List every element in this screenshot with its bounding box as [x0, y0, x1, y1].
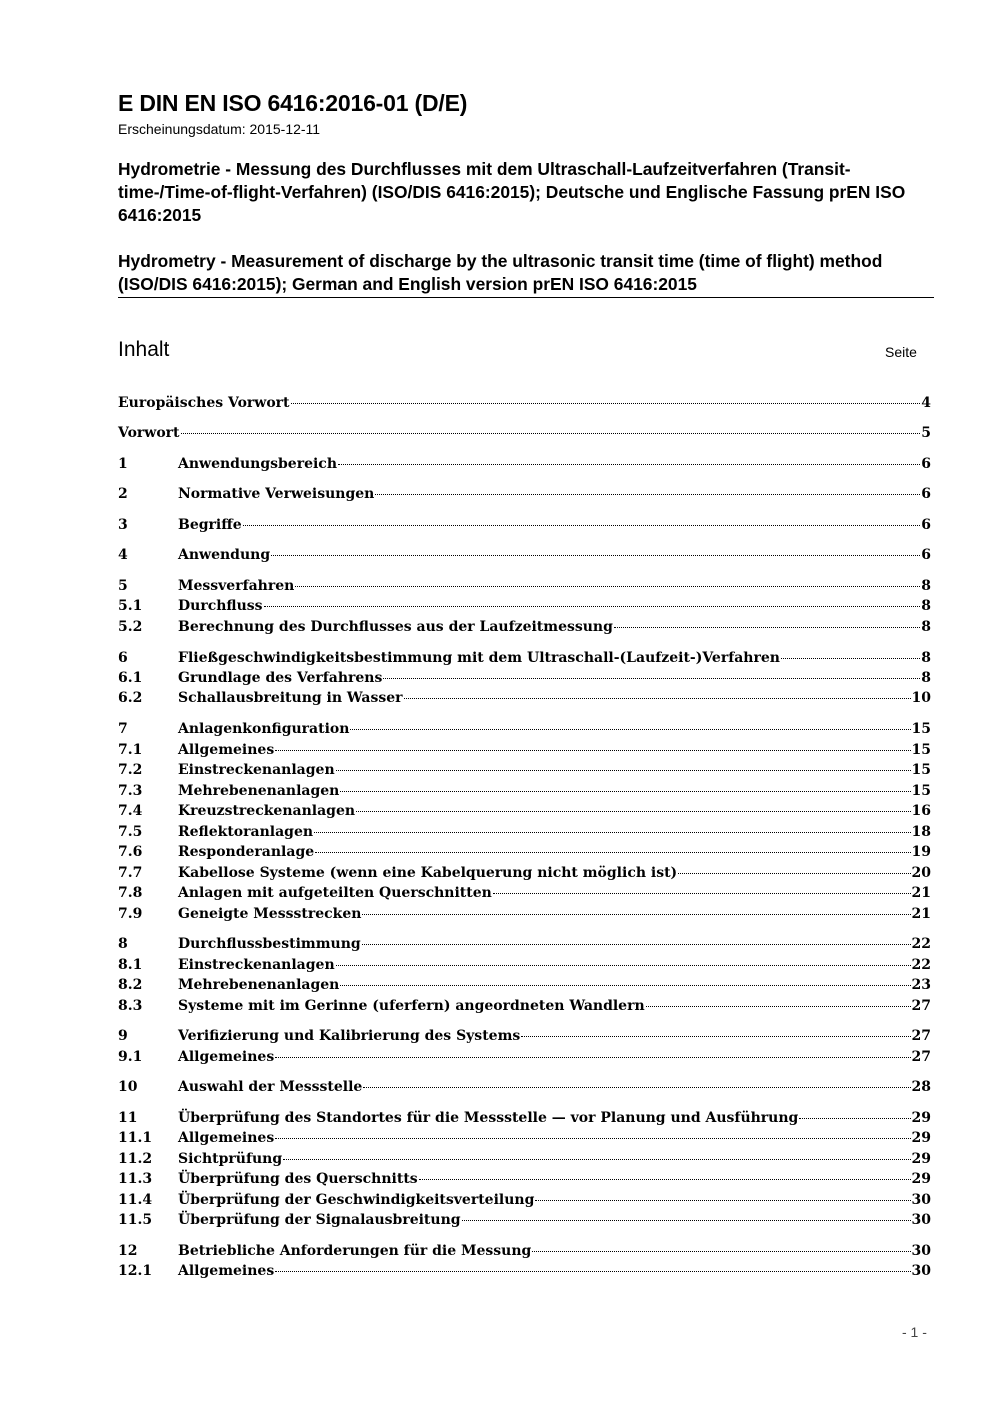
toc-leader-dots: [799, 1118, 910, 1119]
toc-entry-title: Mehrebenenanlagen: [178, 783, 340, 799]
toc-entry-number: 7.1: [118, 742, 143, 758]
toc-entry[interactable]: [118, 1079, 931, 1100]
toc-entry[interactable]: [118, 486, 931, 507]
toc-entry-page: 29: [911, 1110, 931, 1126]
toc-leader-dots: [243, 525, 921, 526]
toc-entry-page: 6: [921, 456, 931, 472]
page-column-heading: Seite: [885, 344, 917, 360]
toc-entry-page: 6: [921, 517, 931, 533]
toc-entry[interactable]: [118, 1049, 931, 1070]
toc-leader-dots: [646, 1006, 911, 1007]
toc-leader-dots: [275, 1057, 910, 1058]
toc-leader-dots: [340, 985, 910, 986]
toc-entry[interactable]: [118, 742, 931, 763]
toc-entry-number: 11: [118, 1110, 138, 1126]
toc-entry-number: 5.2: [118, 619, 143, 635]
toc-leader-dots: [275, 750, 910, 751]
toc-entry-page: 8: [921, 650, 931, 666]
toc-entry-title: Überprüfung des Standortes für die Messstelle — vor Planung und Ausführung: [178, 1110, 799, 1126]
toc-entry-number: 7.6: [118, 844, 143, 860]
toc-entry[interactable]: [118, 1130, 931, 1151]
toc-entry-title: Allgemeines: [178, 1049, 275, 1065]
toc-leader-dots: [462, 1220, 911, 1221]
toc-leader-dots: [535, 1200, 910, 1201]
toc-entry[interactable]: [118, 844, 931, 865]
toc-entry[interactable]: [118, 650, 931, 671]
toc-entry-page: 22: [911, 936, 931, 952]
title-german: Hydrometrie - Messung des Durchflusses mit dem Ultraschall-Laufzeitverfahren (Transit-time-/Time-of-flight-Verfahren) (ISO/DIS 6416:2015); Deutsche und Englische Fassung prEN ISO 6416:2015: [118, 159, 906, 225]
toc-entry[interactable]: [118, 1110, 931, 1131]
toc-leader-dots: [350, 729, 910, 730]
toc-entry-number: 8.3: [118, 998, 143, 1014]
toc-leader-dots: [493, 893, 911, 894]
toc-leader-dots: [315, 852, 910, 853]
toc-entry-title: Anlagen mit aufgeteilten Querschnitten: [178, 885, 492, 901]
toc-entry-title: Überprüfung der Signalausbreitung: [178, 1212, 461, 1228]
toc-entry[interactable]: [118, 957, 931, 978]
toc-entry-number: 11.5: [118, 1212, 153, 1228]
toc-leader-dots: [532, 1251, 910, 1252]
toc-entry-title: Anwendungsbereich: [178, 456, 337, 472]
toc-entry-number: 11.4: [118, 1192, 153, 1208]
toc-entry-page: 30: [911, 1192, 931, 1208]
toc-entry-page: 15: [911, 742, 931, 758]
toc-entry-title: Überprüfung der Geschwindigkeitsverteilung: [178, 1192, 535, 1208]
toc-entry-number: 11.3: [118, 1171, 153, 1187]
toc-entry-number: 4: [118, 547, 128, 563]
toc-entry-title: Begriffe: [178, 517, 242, 533]
toc-entry-number: 7.9: [118, 906, 143, 922]
issue-date: Erscheinungsdatum: 2015-12-11: [118, 121, 321, 137]
toc-entry-title: Auswahl der Messstelle: [178, 1079, 363, 1095]
toc-leader-dots: [781, 658, 920, 659]
contents-heading: Inhalt: [118, 338, 170, 361]
toc-entry[interactable]: [118, 670, 931, 691]
toc-leader-dots: [283, 1159, 910, 1160]
toc-entry-title: Normative Verweisungen: [178, 486, 375, 502]
toc-entry-title: Anlagenkonfiguration: [178, 721, 350, 737]
toc-leader-dots: [275, 1271, 910, 1272]
toc-entry-title: Mehrebenenanlagen: [178, 977, 340, 993]
toc-entry-page: 8: [921, 598, 931, 614]
toc-entry-number: 3: [118, 517, 128, 533]
toc-leader-dots: [181, 433, 921, 434]
toc-entry-number: 12.1: [118, 1263, 153, 1279]
toc-leader-dots: [614, 627, 920, 628]
toc-entry[interactable]: [118, 721, 931, 742]
toc-entry[interactable]: [118, 619, 931, 640]
toc-entry-number: 10: [118, 1079, 138, 1095]
document-title: E DIN EN ISO 6416:2016-01 (D/E): [118, 90, 468, 116]
toc-entry[interactable]: [118, 824, 931, 845]
toc-entry[interactable]: [118, 425, 931, 446]
toc-entry-number: 6.1: [118, 670, 143, 686]
toc-entry-page: 15: [911, 721, 931, 737]
toc-entry-title: Verifizierung und Kalibrierung des Systems: [178, 1028, 521, 1044]
toc-entry-title: Messverfahren: [178, 578, 295, 594]
toc-entry-page: 10: [911, 690, 931, 706]
toc-leader-dots: [521, 1036, 910, 1037]
toc-entry-page: 21: [911, 885, 931, 901]
toc-entry-page: 8: [921, 619, 931, 635]
toc-entry-page: 18: [911, 824, 931, 840]
toc-entry-title: Responderanlage: [178, 844, 315, 860]
toc-entry-title: Durchfluss: [178, 598, 263, 614]
toc-entry-number: 11.1: [118, 1130, 153, 1146]
toc-entry-page: 27: [911, 1049, 931, 1065]
toc-entry-number: 11.2: [118, 1151, 153, 1167]
toc-leader-dots: [314, 832, 910, 833]
toc-entry[interactable]: [118, 517, 931, 538]
toc-entry-title: Einstreckenanlagen: [178, 762, 335, 778]
toc-entry-page: 5: [921, 425, 931, 441]
toc-entry-title: Sichtprüfung: [178, 1151, 283, 1167]
toc-entry-title: Einstreckenanlagen: [178, 957, 335, 973]
toc-entry-page: 4: [921, 395, 931, 411]
toc-entry[interactable]: [118, 1212, 931, 1233]
toc-entry-title: Betriebliche Anforderungen für die Messung: [178, 1243, 532, 1259]
toc-entry-page: 8: [921, 578, 931, 594]
toc-entry[interactable]: [118, 456, 931, 477]
toc-entry-number: 1: [118, 456, 128, 472]
toc-leader-dots: [271, 555, 920, 556]
toc-entry-number: 7.2: [118, 762, 143, 778]
toc-entry-page: 21: [911, 906, 931, 922]
toc-entry-title: Allgemeines: [178, 742, 275, 758]
toc-entry[interactable]: [118, 1192, 931, 1213]
toc-entry-title: Europäisches Vorwort: [118, 395, 290, 411]
toc-entry-title: Berechnung des Durchflusses aus der Laufzeitmessung: [178, 619, 613, 635]
toc-entry-title: Überprüfung des Querschnitts: [178, 1171, 418, 1187]
toc-entry[interactable]: [118, 547, 931, 568]
toc-entry-title: Kabellose Systeme (wenn eine Kabelquerung nicht möglich ist): [178, 865, 678, 881]
toc-entry-page: 20: [911, 865, 931, 881]
toc-entry-title: Durchflussbestimmung: [178, 936, 361, 952]
toc-entry-title: Reflektoranlagen: [178, 824, 314, 840]
toc-entry-number: 9.1: [118, 1049, 143, 1065]
toc-entry-page: 29: [911, 1171, 931, 1187]
toc-leader-dots: [338, 464, 920, 465]
toc-entry-page: 29: [911, 1130, 931, 1146]
toc-entry[interactable]: [118, 1243, 931, 1264]
toc-entry-number: 5.1: [118, 598, 143, 614]
toc-entry-page: 30: [911, 1263, 931, 1279]
toc-entry[interactable]: [118, 690, 931, 711]
title-english: Hydrometry - Measurement of discharge by the ultrasonic transit time (time of flight) method (ISO/DIS 6416:2015); German and English version prEN ISO 6416:2015: [118, 251, 883, 294]
toc-leader-dots: [275, 1138, 910, 1139]
toc-leader-dots: [362, 914, 910, 915]
toc-leader-dots: [264, 606, 921, 607]
toc-entry-page: 23: [911, 977, 931, 993]
toc-entry-page: 6: [921, 486, 931, 502]
toc-entry-title: Schallausbreitung in Wasser: [178, 690, 403, 706]
toc-entry-page: 28: [911, 1079, 931, 1095]
toc-entry-number: 7.4: [118, 803, 143, 819]
toc-entry-page: 30: [911, 1212, 931, 1228]
toc-entry-page: 16: [911, 803, 931, 819]
toc-entry-number: 2: [118, 486, 128, 502]
toc-entry[interactable]: [118, 865, 931, 886]
toc-entry-page: 15: [911, 783, 931, 799]
toc-entry-number: 8: [118, 936, 128, 952]
toc-entry[interactable]: [118, 598, 931, 619]
toc-entry-number: 5: [118, 578, 128, 594]
toc-entry-title: Grundlage des Verfahrens: [178, 670, 383, 686]
toc-entry-page: 30: [911, 1243, 931, 1259]
toc-entry-page: 6: [921, 547, 931, 563]
toc-entry-number: 12: [118, 1243, 138, 1259]
toc-entry[interactable]: [118, 1028, 931, 1049]
toc-entry-number: 7.3: [118, 783, 143, 799]
toc-leader-dots: [678, 873, 910, 874]
toc-entry-page: 29: [911, 1151, 931, 1167]
toc-leader-dots: [295, 586, 920, 587]
toc-leader-dots: [375, 494, 920, 495]
toc-entry[interactable]: [118, 762, 931, 783]
toc-entry-page: 8: [921, 670, 931, 686]
toc-leader-dots: [363, 1087, 910, 1088]
toc-leader-dots: [336, 965, 911, 966]
toc-leader-dots: [291, 403, 921, 404]
toc-entry[interactable]: [118, 803, 931, 824]
toc-entry-number: 7.5: [118, 824, 143, 840]
toc-entry[interactable]: [118, 783, 931, 804]
toc-leader-dots: [404, 698, 911, 699]
toc-entry[interactable]: [118, 977, 931, 998]
toc-entry-number: 7: [118, 721, 128, 737]
toc-entry-number: 6.2: [118, 690, 143, 706]
toc-entry-number: 7.8: [118, 885, 143, 901]
toc-entry-title: Geneigte Messstrecken: [178, 906, 362, 922]
toc-entry-number: 8.2: [118, 977, 143, 993]
title-divider: [118, 297, 934, 298]
toc-entry-page: 27: [911, 998, 931, 1014]
toc-leader-dots: [356, 811, 910, 812]
toc-entry-title: Allgemeines: [178, 1263, 275, 1279]
toc-leader-dots: [340, 791, 910, 792]
toc-entry-number: 7.7: [118, 865, 143, 881]
toc-entry-title: Anwendung: [178, 547, 271, 563]
toc-entry[interactable]: [118, 936, 931, 957]
toc-entry[interactable]: [118, 1151, 931, 1172]
toc-entry-number: 9: [118, 1028, 128, 1044]
toc-entry-page: 22: [911, 957, 931, 973]
toc-entry[interactable]: [118, 885, 931, 906]
toc-entry-page: 19: [911, 844, 931, 860]
toc-entry[interactable]: [118, 578, 931, 599]
toc-leader-dots: [336, 770, 911, 771]
toc-entry[interactable]: [118, 906, 931, 927]
toc-entry-page: 15: [911, 762, 931, 778]
toc-entry-title: Fließgeschwindigkeitsbestimmung mit dem Ultraschall-(Laufzeit-)Verfahren: [178, 650, 780, 666]
page-number: - 1 -: [902, 1324, 927, 1340]
toc-entry-title: Kreuzstreckenanlagen: [178, 803, 356, 819]
toc-leader-dots: [383, 678, 920, 679]
toc-leader-dots: [419, 1179, 911, 1180]
toc-leader-dots: [362, 944, 911, 945]
toc-entry-title: Allgemeines: [178, 1130, 275, 1146]
toc-entry[interactable]: [118, 998, 931, 1019]
toc-entry-title: Systeme mit im Gerinne (uferfern) angeordneten Wandlern: [178, 998, 645, 1014]
toc-entry-number: 6: [118, 650, 128, 666]
toc-entry[interactable]: [118, 395, 931, 416]
toc-entry[interactable]: [118, 1263, 931, 1284]
toc-entry-page: 27: [911, 1028, 931, 1044]
toc-entry-number: 8.1: [118, 957, 143, 973]
toc-entry[interactable]: [118, 1171, 931, 1192]
toc-entry-title: Vorwort: [118, 425, 180, 441]
